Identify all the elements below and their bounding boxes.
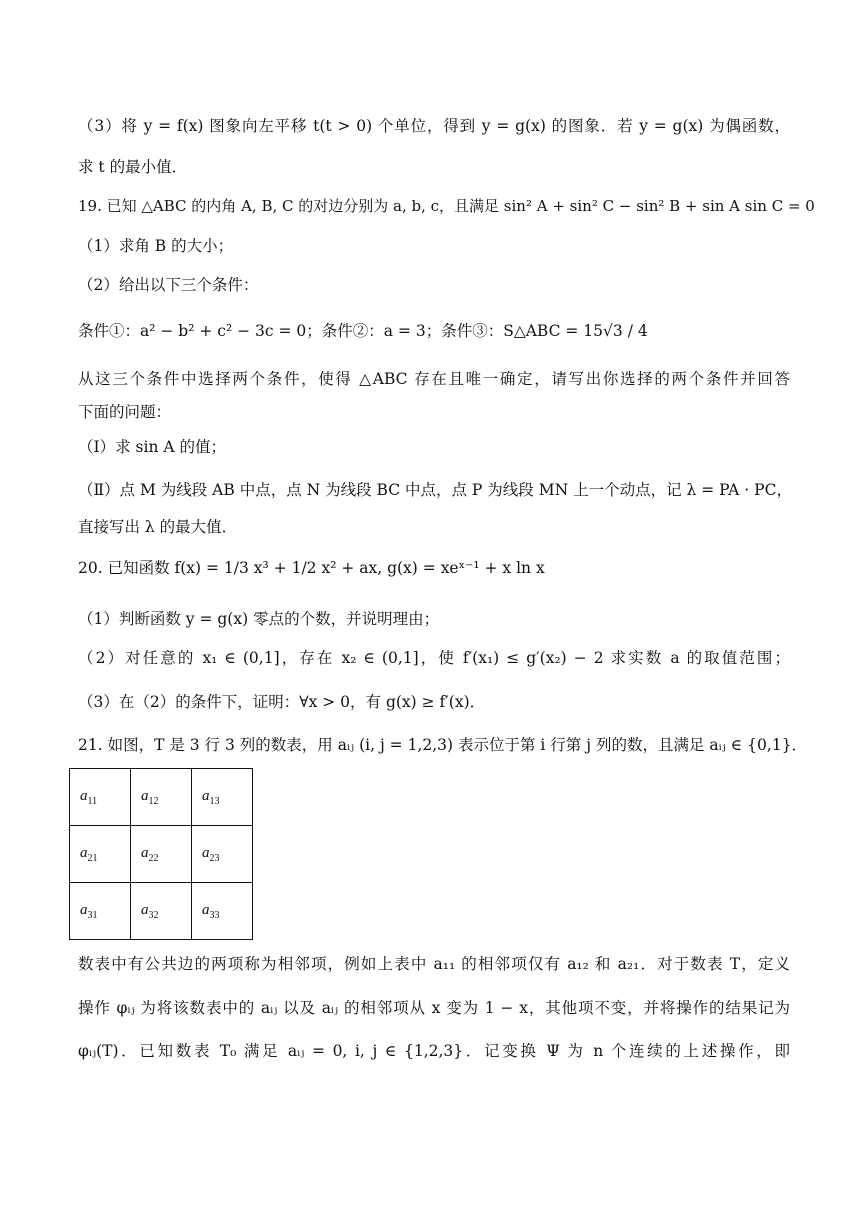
matrix-cell: $a_{23}$ [192, 826, 253, 883]
line-q19-2: （2）给出以下三个条件： [78, 276, 259, 294]
matrix-cell: $a_{13}$ [192, 769, 253, 826]
line-q20-2: （2）对任意的 x₁ ∈ (0,1]，存在 x₂ ∈ (0,1]，使 f′(x₁) ≤ g′(x₂) − 2 求实数 a 的取值范围； [78, 649, 790, 667]
matrix-cell: $a_{33}$ [192, 883, 253, 940]
line-q19-stem: 19. 已知 △ABC 的内角 A, B, C 的对边分别为 a, b, c，且满足 sin² A + sin² C − sin² B + sin A sin C = 0 [78, 197, 815, 215]
line-q18-3: （3）将 y = f(x) 图象向左平移 t(t > 0) 个单位，得到 y = g(x) 的图象．若 y = g(x) 为偶函数， [78, 117, 790, 135]
line-q21-stem: 21. 如图，T 是 3 行 3 列的数表，用 aᵢⱼ (i, j = 1,2,3) 表示位于第 i 行第 j 列的数，且满足 aᵢⱼ ∈ {0,1}． [78, 736, 808, 754]
line-q19-II: （Ⅱ）点 M 为线段 AB 中点，点 N 为线段 BC 中点，点 P 为线段 MN 上一个动点，记 λ = PA · PC， [78, 481, 792, 499]
line-q19-1: （1）求角 B 的大小； [78, 237, 234, 255]
matrix-cell: $a_{22}$ [131, 826, 192, 883]
line-q19-choose: 从这三个条件中选择两个条件，使得 △ABC 存在且唯一确定，请写出你选择的两个条件并回答 [78, 370, 790, 388]
matrix-row-3 [70, 883, 253, 940]
line-q18-3-cont: 求 t 的最小值． [78, 158, 188, 176]
line-q20-stem: 20. 已知函数 f(x) = 1/3 x³ + 1/2 x² + ax, g(x) = xeˣ⁻¹ + x ln x [78, 559, 545, 577]
line-q21-operation: 操作 φᵢⱼ 为将该数表中的 aᵢⱼ 以及 aᵢⱼ 的相邻项从 x 变为 1 − x，其他项不变，并将操作的结果记为 [78, 999, 790, 1017]
line-q19-conditions: 条件①：a² − b² + c² − 3c = 0；条件②：a = 3；条件③：S△ABC = 15√3 / 4 [78, 322, 648, 340]
matrix-row-1 [70, 769, 253, 826]
line-q21-transform: φᵢⱼ(T)．已知数表 T₀ 满足 aᵢⱼ = 0, i, j ∈ {1,2,3}．记变换 Ψ 为 n 个连续的上述操作，即 [78, 1042, 790, 1060]
line-q20-3: （3）在（2）的条件下，证明：∀x > 0，有 g(x) ≥ f′(x)． [78, 693, 486, 711]
matrix-cell: $a_{31}$ [70, 883, 131, 940]
matrix-cell: $a_{21}$ [70, 826, 131, 883]
matrix-cell: $a_{32}$ [131, 883, 192, 940]
line-q21-adjacent: 数表中有公共边的两项称为相邻项，例如上表中 a₁₁ 的相邻项仅有 a₁₂ 和 a₂₁．对于数表 T，定义 [78, 955, 790, 973]
line-q19-choose-cont: 下面的问题： [78, 403, 172, 421]
matrix-table [69, 768, 253, 940]
matrix-cell: $a_{12}$ [131, 769, 192, 826]
line-q19-II-cont: 直接写出 λ 的最大值． [78, 518, 238, 536]
line-q19-I: （Ⅰ）求 sin A 的值； [78, 438, 226, 456]
matrix-cell: $a_{11}$ [70, 769, 131, 826]
matrix-row-2 [70, 826, 253, 883]
line-q20-1: （1）判断函数 y = g(x) 零点的个数，并说明理由； [78, 610, 440, 628]
